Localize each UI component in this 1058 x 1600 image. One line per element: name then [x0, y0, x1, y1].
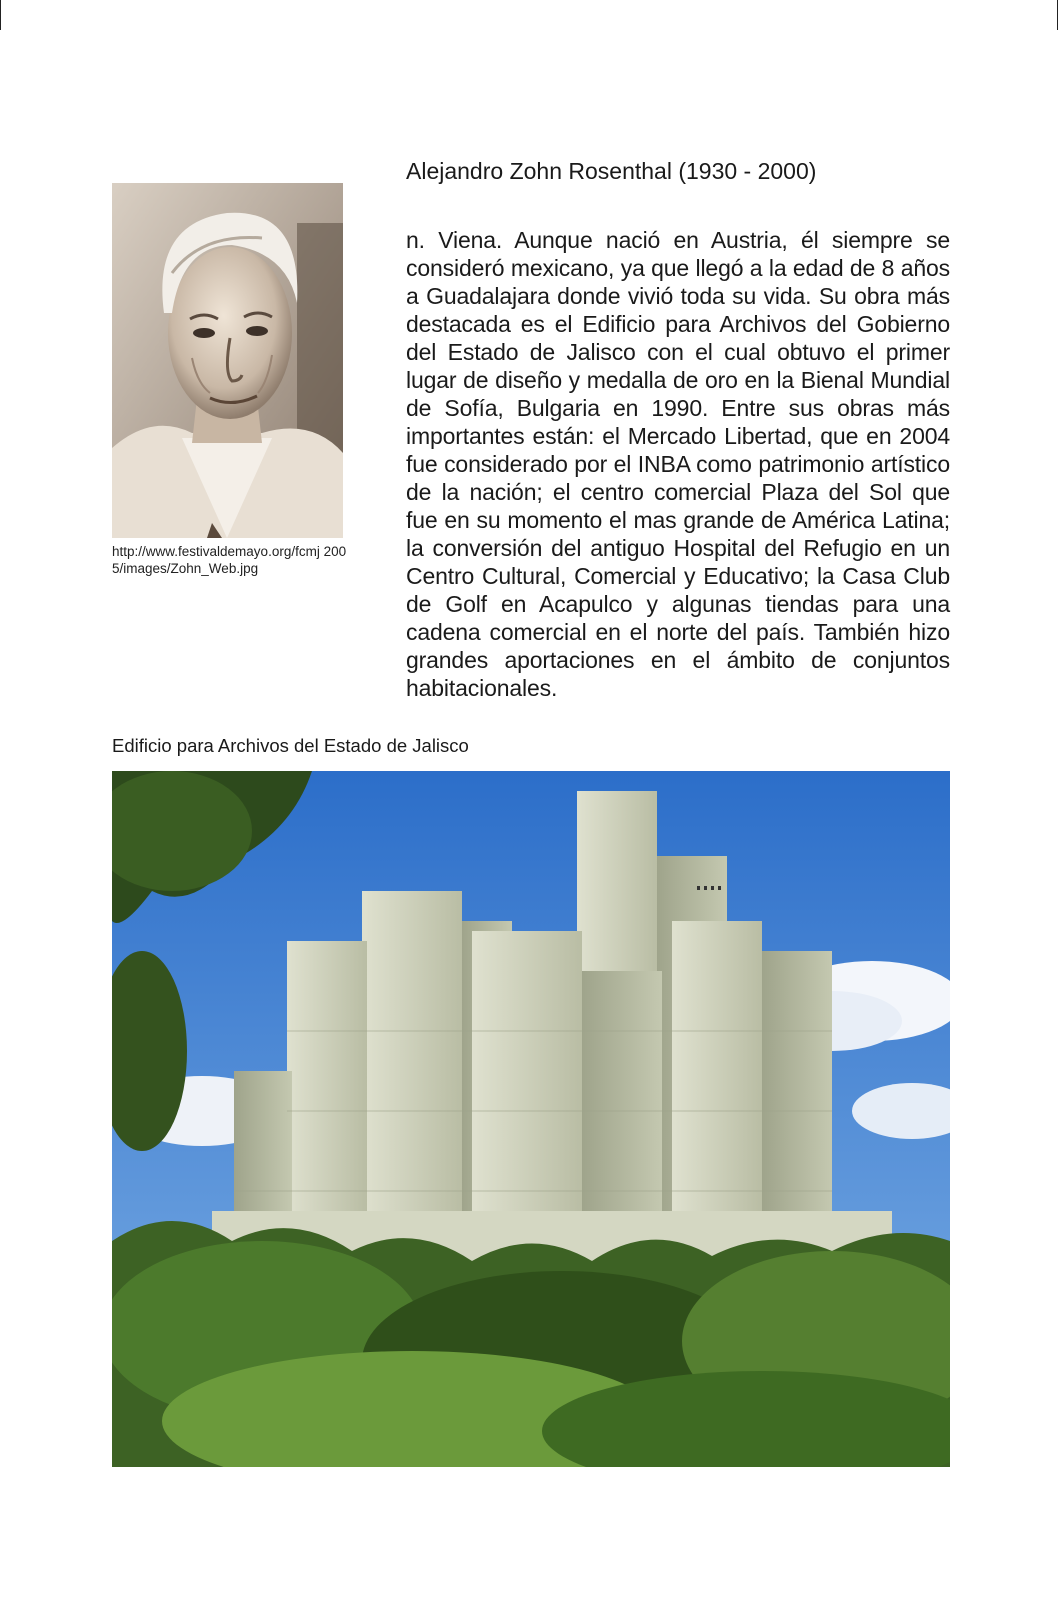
- portrait-photo: [112, 183, 343, 538]
- page-title: Alejandro Zohn Rosenthal (1930 - 2000): [406, 158, 817, 184]
- bio-paragraph: n. Viena. Aunque nació en Austria, él siempre se consideró mexicano, ya que llegó a la edad de 8 años a Guadalajara donde vivió toda su vida. Su obra más destacada es el Edificio para Archivos del Gobierno del Estado de Jalisco con el cual obtuvo el primer lugar de diseño y medalla de oro en la Bienal Mundial de Sofía, Bulgaria en 1990. Entre sus obras más importantes están: el Mercado Libertad, que en 2004 fue considerado por el INBA como patrimonio artístico de la nación; el centro comercial Plaza del Sol que fue en su momento el mas grande de América Latina; la conversión del antiguo Hospital del Refugio en un Centro Cultural, Comercial y Educativo; la Casa Club de Golf en Acapulco y algunas tiendas para una cadena comercial en el norte del país. También hizo grandes aportaciones en el ámbito de conjuntos habitacionales.: [406, 227, 950, 701]
- building-photo: [112, 771, 950, 1467]
- portrait-caption: http://www.festivaldemayo.org/fcmj 2005/images/Zohn_Web.jpg: [112, 544, 347, 576]
- building-caption: Edificio para Archivos del Estado de Jalisco: [112, 735, 469, 756]
- crop-mark-top-left: [0, 0, 1, 30]
